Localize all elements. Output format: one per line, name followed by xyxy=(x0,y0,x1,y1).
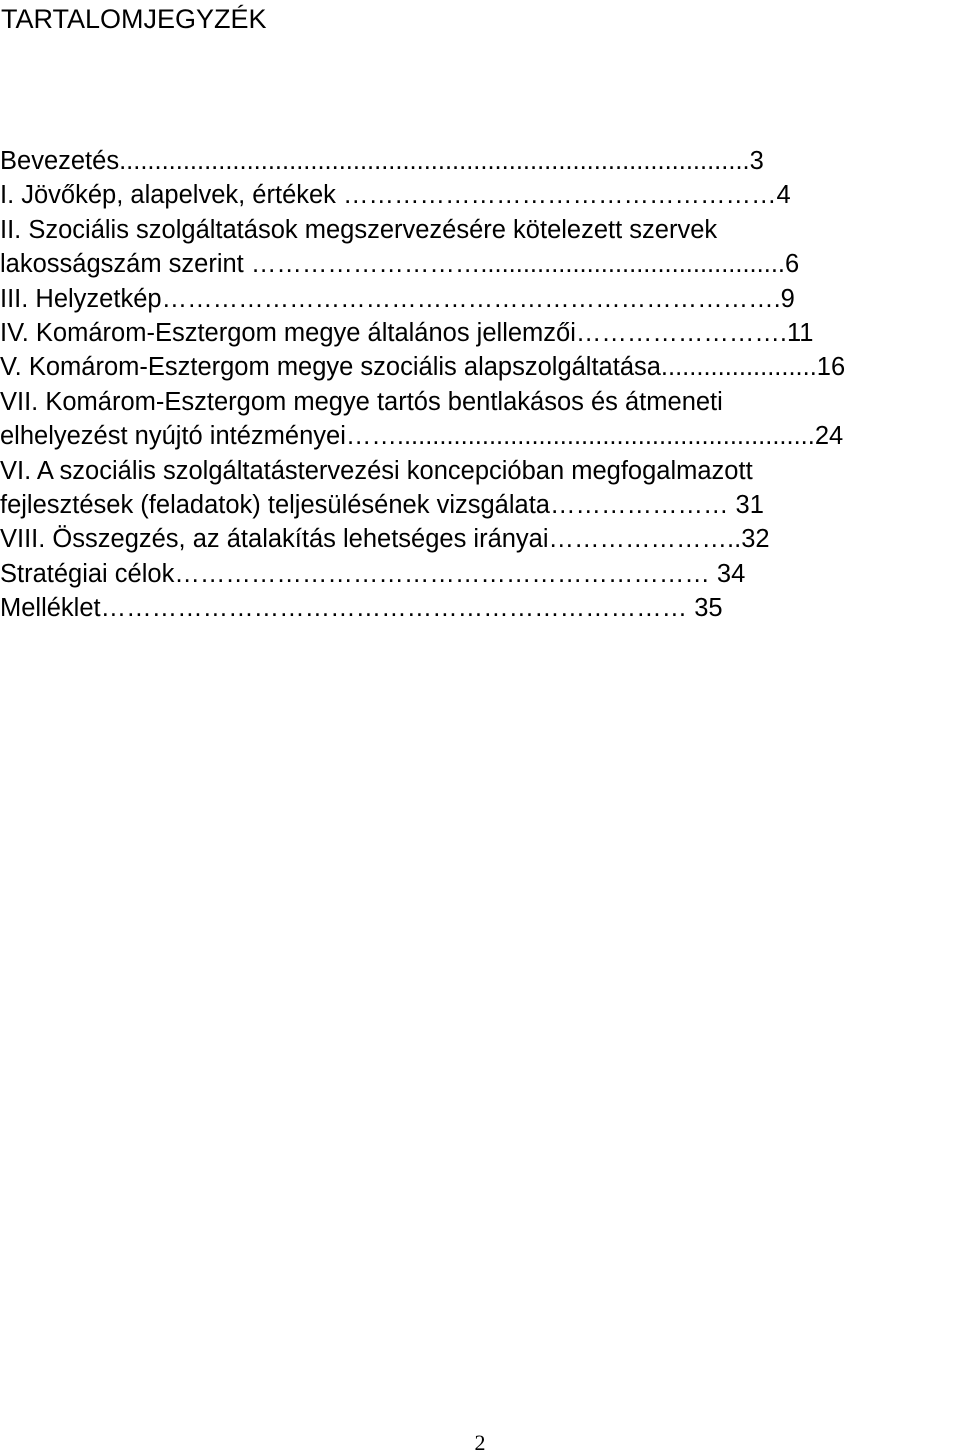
page-number: 2 xyxy=(474,1430,486,1455)
page-title: TARTALOMJEGYZÉK xyxy=(1,4,267,34)
toc-entry-development-review-continued: fejlesztések (feladatok) teljesülésének vizsgálata………………… 31 xyxy=(0,490,764,519)
toc-entry-summary: VIII. Összegzés, az átalakítás lehetséges irányai…………………..32 xyxy=(0,525,770,554)
toc-entry-situation: III. Helyzetkép……………………………………………………………….9 xyxy=(0,284,795,313)
toc-entry-general-characteristics: IV. Komárom-Esztergom megye általános jellemzői…………………….11 xyxy=(0,318,814,347)
toc-entry-social-services-continued: lakosságszám szerint ………………………...........................................6 xyxy=(0,250,800,279)
toc-entry-residential-institutions-continued: elhelyezést nyújtó intézményei……...........................................................24 xyxy=(0,422,844,451)
toc-entry-introduction: Bevezetés.........................................................................................3 xyxy=(0,147,764,175)
toc-entry-appendix: Melléklet…………………………………………………………… 35 xyxy=(0,594,723,623)
toc-entry-development-review: VI. A szociális szolgáltatástervezési koncepcióban megfogalmazott xyxy=(0,456,753,485)
toc-entry-strategic-goals: Stratégiai célok……………………………………………………… 34 xyxy=(0,559,746,588)
toc-entry-basic-services: V. Komárom-Esztergom megye szociális alapszolgáltatása......................16 xyxy=(0,353,846,382)
table-of-contents xyxy=(0,144,956,625)
toc-entry-social-services: II. Szociális szolgáltatások megszervezésére kötelezett szervek xyxy=(0,215,718,244)
toc-entry-vision: I. Jövőkép, alapelvek, értékek ……………………………………………4 xyxy=(0,181,791,210)
toc-entry-residential-institutions: VII. Komárom-Esztergom megye tartós bentlakásos és átmeneti xyxy=(0,387,723,416)
